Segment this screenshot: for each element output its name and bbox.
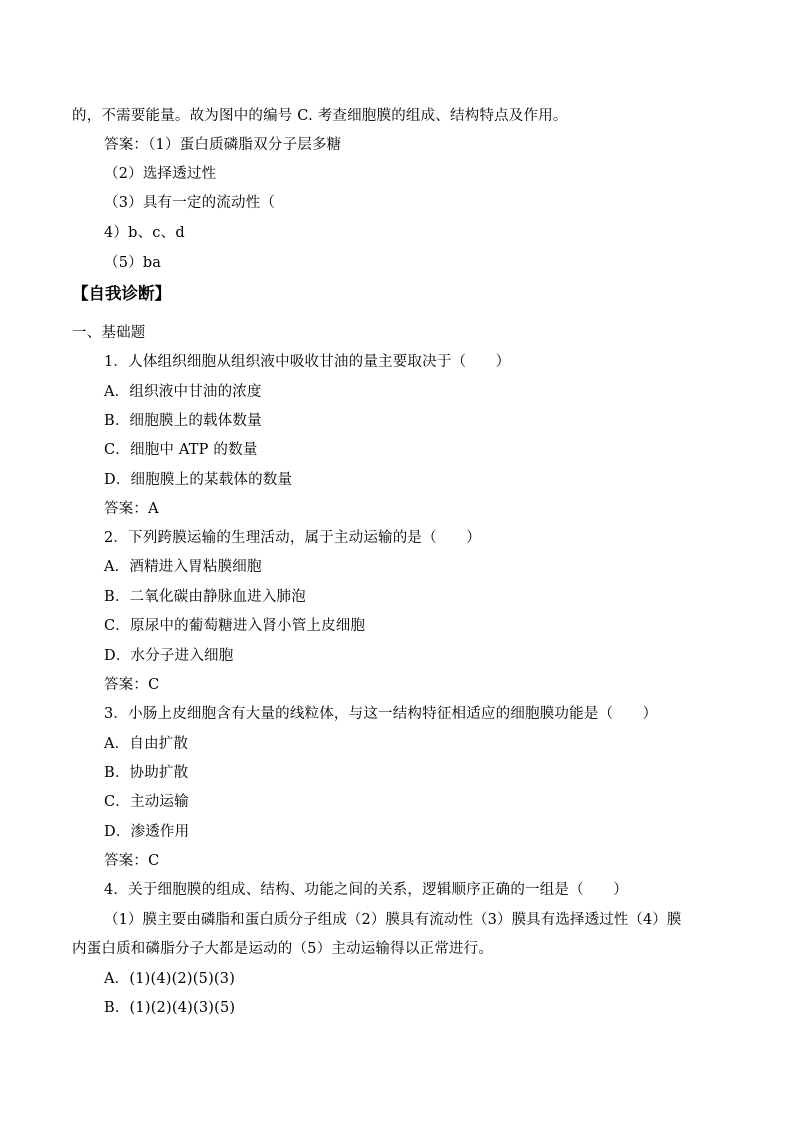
previous-answer-part-5: （5）ba (104, 255, 162, 271)
question-4-option-a: A．(1)(4)(2)(5)(3) (104, 971, 236, 987)
question-4-statement-line-1: （1）膜主要由磷脂和蛋白质分子组成（2）膜具有流动性（3）膜具有选择透过性（4）膜 (104, 912, 682, 928)
subsection-title: 一、基础题 (72, 325, 146, 341)
question-3-option-c: C．主动运输 (104, 794, 189, 810)
question-2-option-a: A．酒精进入胃粘膜细胞 (104, 559, 262, 575)
previous-answer-part-2: （2）选择透过性 (104, 166, 217, 182)
question-1-option-c: C．细胞中 ATP 的数量 (104, 442, 258, 458)
previous-answer-part-4: 4）b、c、d (104, 225, 185, 241)
question-4-stem: 4．关于细胞膜的组成、结构、功能之间的关系，逻辑顺序正确的一组是（ ） (104, 882, 628, 898)
question-3-option-b: B．协助扩散 (104, 765, 189, 781)
question-1-answer: 答案：A (104, 501, 159, 517)
question-4-option-b: B．(1)(2)(4)(3)(5) (104, 1000, 236, 1016)
previous-answer-part-3: （3）具有一定的流动性（ (104, 195, 276, 211)
question-4-statement-line-2: 内蛋白质和磷脂分子大都是运动的（5）主动运输得以正常进行。 (72, 941, 494, 957)
previous-answer-part-1: 答案：（1）蛋白质磷脂双分子层多糖 (104, 137, 342, 153)
question-1-option-d: D．细胞膜上的某载体的数量 (104, 472, 293, 488)
question-2-answer: 答案：C (104, 677, 160, 693)
question-3-option-a: A．自由扩散 (104, 736, 189, 752)
question-3-answer: 答案：C (104, 853, 160, 869)
question-1-option-a: A．组织液中甘油的浓度 (104, 384, 262, 400)
section-title: 【自我诊断】 (72, 284, 171, 303)
question-1-stem: 1．人体组织细胞从组织液中吸收甘油的量主要取决于（ ） (104, 354, 511, 370)
previous-explanation-continuation: 的，不需要能量。故为图中的编号 C. 考查细胞膜的组成、结构特点及作用。 (72, 108, 568, 124)
question-2-option-b: B．二氧化碳由静脉血进入肺泡 (104, 589, 306, 605)
question-3-stem: 3．小肠上皮细胞含有大量的线粒体，与这一结构特征相适应的细胞膜功能是（ ） (104, 706, 658, 722)
question-2-stem: 2．下列跨膜运输的生理活动，属于主动运输的是（ ） (104, 530, 481, 546)
question-2-option-c: C．原尿中的葡萄糖进入肾小管上皮细胞 (104, 618, 366, 634)
question-3-option-d: D．渗透作用 (104, 824, 190, 840)
question-2-option-d: D．水分子进入细胞 (104, 648, 234, 664)
question-1-option-b: B．细胞膜上的载体数量 (104, 413, 262, 429)
